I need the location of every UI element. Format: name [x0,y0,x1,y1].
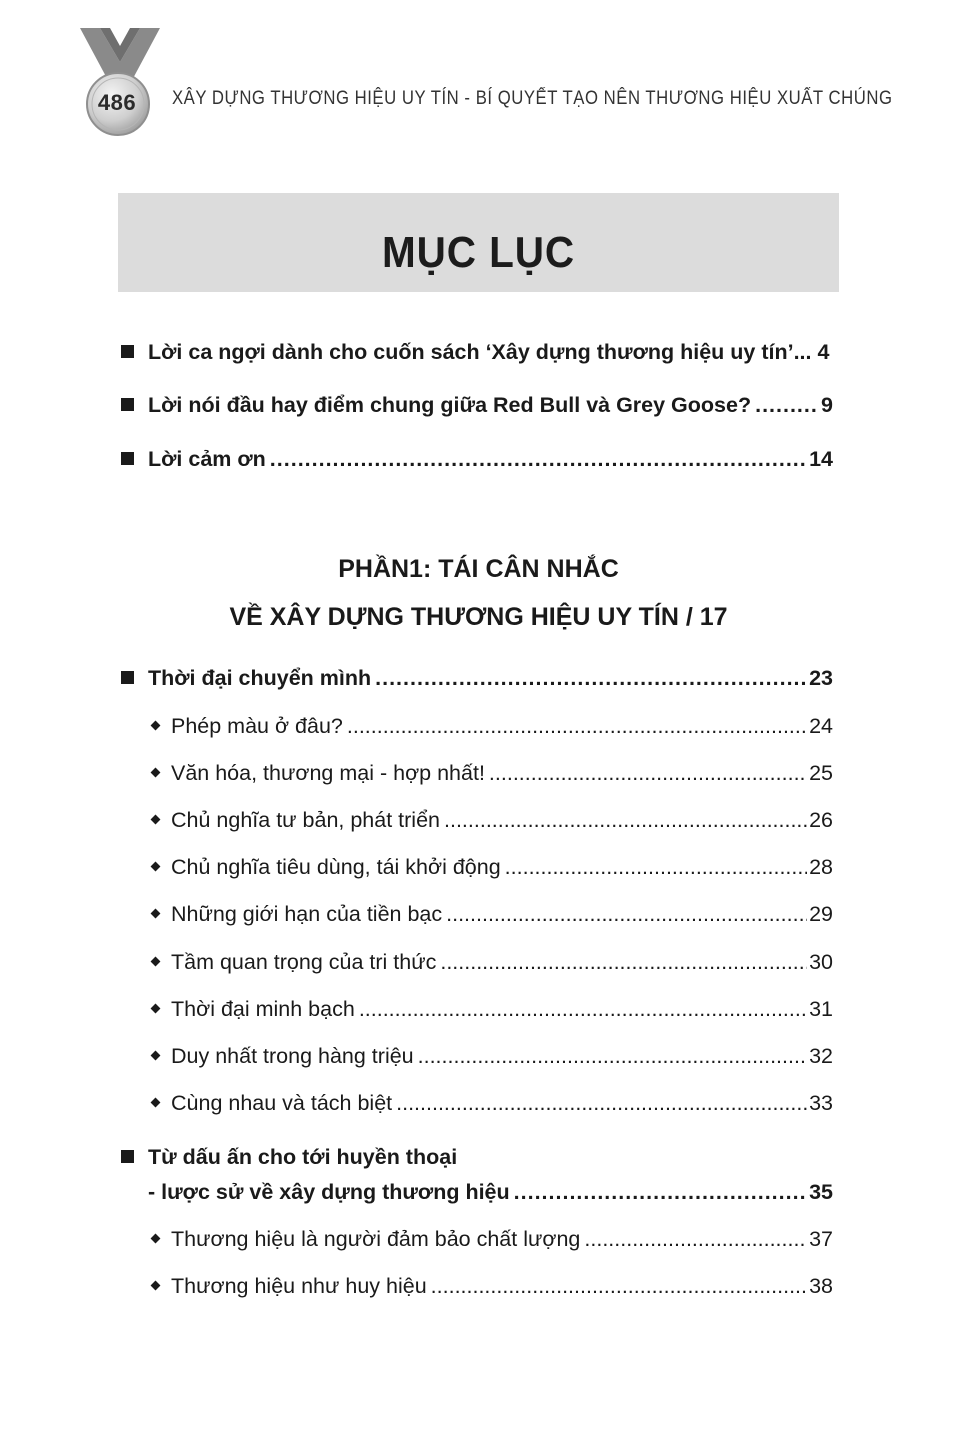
toc-section-page: 24 [809,714,833,738]
diamond-bullet-icon [151,957,161,967]
diamond-bullet-icon [151,1051,161,1061]
toc-section-label: Phép màu ở đâu? [171,714,343,738]
toc-section[interactable] [150,855,833,880]
square-bullet-icon [121,398,134,411]
toc-entry[interactable] [121,340,833,365]
diamond-bullet-icon [151,721,161,731]
dot-leader [347,714,807,739]
toc-section-page: 30 [809,950,833,974]
dot-leader [440,950,807,975]
toc-section-label: Thời đại minh bạch [171,997,355,1021]
dot-leader [444,808,807,833]
toc-entry-page: 14 [809,447,833,471]
toc-entry[interactable] [121,447,833,472]
square-bullet-icon [121,452,134,465]
toc-entry-label: Lời nói đầu hay điểm chung giữa Red Bull và Grey Goose? [148,393,752,417]
diamond-bullet-icon [151,1004,161,1014]
dot-leader [359,997,807,1022]
toc-entry[interactable] [121,393,833,418]
toc-section-page: 28 [809,855,833,879]
square-bullet-icon [121,345,134,358]
toc-section-page: 25 [809,761,833,785]
toc-entry-page: 4 [817,340,830,364]
toc-section[interactable] [150,714,833,739]
toc-section[interactable] [150,1091,833,1116]
dot-leader [446,902,807,927]
diamond-bullet-icon [151,815,161,825]
toc-chapter-label: Thời đại chuyển mình [148,666,372,690]
toc-chapter-label-cont: - lược sử về xây dựng thương hiệu [148,1180,510,1204]
toc-entry-page: 9 [821,393,833,417]
toc-chapter-page: 23 [809,666,833,690]
toc-section-page: 31 [809,997,833,1021]
toc-section[interactable] [150,997,833,1022]
dot-leader [514,1180,807,1205]
toc-chapter-label: Từ dấu ấn cho tới huyền thoại [148,1145,458,1169]
dot-leader [489,761,807,786]
title-band [118,193,839,292]
toc-section-page: 26 [809,808,833,832]
toc-section-label: Thương hiệu như huy hiệu [171,1274,427,1298]
toc-section[interactable] [150,808,833,833]
part-heading-line2: VỀ XÂY DỰNG THƯƠNG HIỆU UY TÍN / 17 [229,603,728,631]
running-title: XÂY DỰNG THƯƠNG HIỆU UY TÍN - BÍ QUYẾT TẠO NÊN THƯƠNG HIỆU XUẤT CHÚNG [172,88,893,109]
toc-section[interactable] [150,1274,833,1299]
toc-section[interactable] [150,902,833,927]
toc-section-label: Chủ nghĩa tiêu dùng, tái khởi động [171,855,501,879]
toc-section-page: 29 [809,902,833,926]
dot-leader [270,447,807,472]
dot-leader [375,666,807,691]
page-title: MỤC LỤC [381,228,576,277]
toc-section-page: 37 [809,1227,833,1251]
dot-leader [584,1227,807,1252]
toc-entry-label: Lời ca ngợi dành cho cuốn sách ‘Xây dựng thương hiệu uy tín’... [148,340,812,364]
page-number: 486 [97,90,137,115]
toc-section[interactable] [150,1044,833,1069]
toc-section-label: Duy nhất trong hàng triệu [171,1044,414,1068]
diamond-bullet-icon [151,1234,161,1244]
toc-section[interactable] [150,950,833,975]
dot-leader [755,393,819,418]
toc-section-page: 33 [809,1091,833,1115]
square-bullet-icon [121,1150,134,1163]
page-header [0,0,957,140]
toc-section-label: Thương hiệu là người đảm bảo chất lượng [171,1227,581,1251]
toc-section-label: Những giới hạn của tiền bạc [171,902,443,926]
diamond-bullet-icon [151,1098,161,1108]
toc-chapter[interactable] [121,1145,833,1170]
diamond-bullet-icon [151,862,161,872]
toc-section-label: Chủ nghĩa tư bản, phát triển [171,808,440,832]
dot-leader [505,855,807,880]
toc-entry-label: Lời cảm ơn [148,447,266,471]
part-heading-line1: PHẦN1: TÁI CÂN NHẮC [338,555,619,583]
toc-section-page: 32 [809,1044,833,1068]
dot-leader [418,1044,807,1069]
toc-section-label: Văn hóa, thương mại - hợp nhất! [171,761,485,785]
dot-leader [431,1274,807,1299]
diamond-bullet-icon [151,909,161,919]
toc-section-label: Tầm quan trọng của tri thức [171,950,437,974]
toc-chapter-page: 35 [809,1180,833,1204]
toc-chapter-continuation[interactable] [148,1180,833,1205]
toc-section-label: Cùng nhau và tách biệt [171,1091,393,1115]
diamond-bullet-icon [151,1281,161,1291]
toc-section-page: 38 [809,1274,833,1298]
toc-chapter[interactable] [121,666,833,691]
dot-leader [396,1091,807,1116]
square-bullet-icon [121,671,134,684]
toc-section[interactable] [150,1227,833,1252]
diamond-bullet-icon [151,768,161,778]
toc-section[interactable] [150,761,833,786]
